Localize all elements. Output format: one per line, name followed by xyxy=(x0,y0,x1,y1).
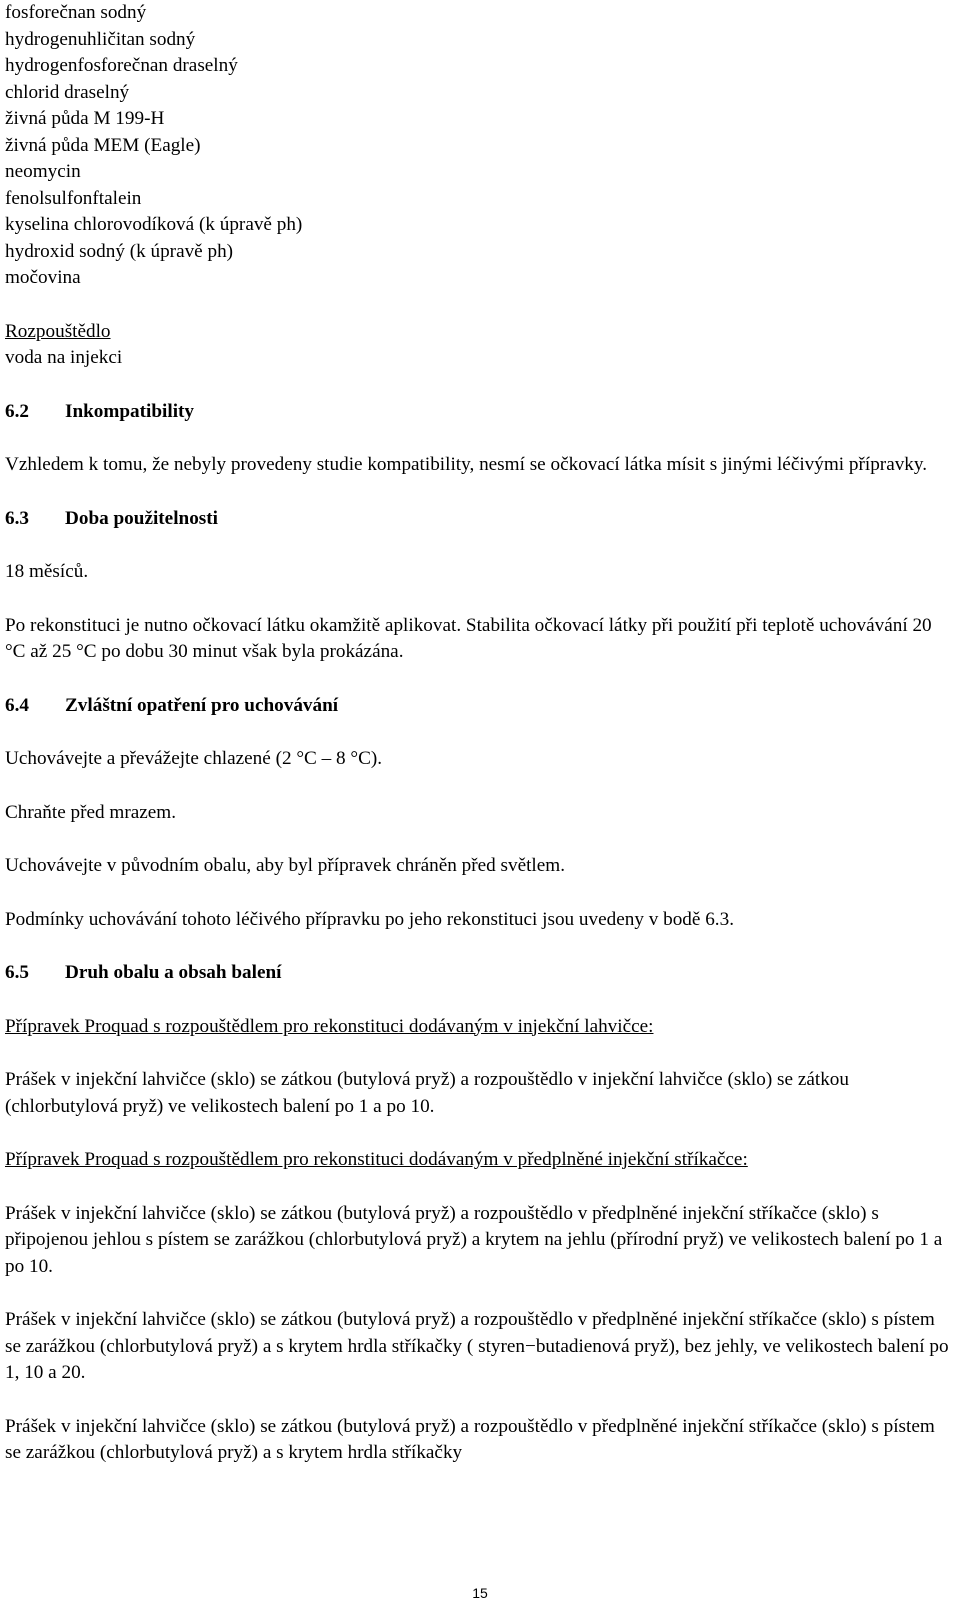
ingredient-item: hydrogenfosforečnan draselný xyxy=(5,55,238,76)
section-number: 6.4 xyxy=(5,694,29,716)
section-6-5-subheading-vial: Přípravek Proquad s rozpouštědlem pro rekonstituci dodávaným v injekční lahvičce: xyxy=(5,1015,654,1037)
section-6-2-text: Vzhledem k tomu, že nebyly provedeny studie kompatibility, nesmí se očkovací látka mísit s jinými léčivými přípravky. xyxy=(5,454,928,475)
document-page xyxy=(5,0,955,1467)
section-heading-6-3 xyxy=(5,506,955,533)
section-title: Doba použitelnosti xyxy=(65,507,218,529)
section-6-3-p2: Po rekonstituci je nutno očkovací látku okamžitě aplikovat. Stabilita očkovací látky při použití při teplotě uchovávání 20 °C až 25 °C po dobu 30 minut však byla prokázána. xyxy=(5,614,932,662)
section-title: Inkompatibility xyxy=(65,400,195,422)
ingredient-item: močovina xyxy=(5,267,81,288)
section-6-5-p4: Prášek v injekční lahvičce (sklo) se zátkou (butylová pryž) a rozpouštědlo v předplněné injekční stříkačce (sklo) s pístem se zarážkou (chlorbutylová pryž) a s krytem hrdla stříkačky xyxy=(5,1415,935,1463)
section-6-5-p3: Prášek v injekční lahvičce (sklo) se zátkou (butylová pryž) a rozpouštědlo v předplněné injekční stříkačce (sklo) s pístem se zarážkou (chlorbutylová pryž) a s krytem hrdla stříkačky ( styren−butadienová pryž), bez jehly, ve velikostech balení po 1, 10 a 20. xyxy=(5,1309,949,1383)
ingredient-item: fenolsulfonftalein xyxy=(5,187,142,209)
ingredient-item: fosforečnan sodný xyxy=(5,2,147,23)
ingredient-item: neomycin xyxy=(5,161,81,182)
section-6-3-p1: 18 měsíců. xyxy=(5,561,89,582)
section-number: 6.5 xyxy=(5,962,29,983)
section-heading-6-4 xyxy=(5,693,955,720)
section-heading-6-5 xyxy=(5,960,955,987)
ingredient-item: hydroxid sodný (k úpravě ph) xyxy=(5,240,234,262)
section-6-4-p1: Uchovávejte a převážejte chlazené (2 °C – 8 °C). xyxy=(5,748,383,769)
section-6-5-p1: Prášek v injekční lahvičce (sklo) se zátkou (butylová pryž) a rozpouštědlo v injekční lahvičce (sklo) se zátkou (chlorbutylová pryž) ve velikostech balení po 1 a po 10. xyxy=(5,1069,849,1117)
section-heading-6-2 xyxy=(5,399,955,426)
ingredient-item: kyselina chlorovodíková (k úpravě ph) xyxy=(5,214,303,235)
section-6-4-p3: Uchovávejte v původním obalu, aby byl přípravek chráněn před světlem. xyxy=(5,855,565,876)
section-6-5-subheading-syringe: Přípravek Proquad s rozpouštědlem pro rekonstituci dodávaným v předplněné injekční stříkačce: xyxy=(5,1149,748,1170)
ingredient-item: hydrogenuhličitan sodný xyxy=(5,28,196,50)
section-6-5-p2: Prášek v injekční lahvičce (sklo) se zátkou (butylová pryž) a rozpouštědlo v předplněné injekční stříkačce (sklo) s připojenou jehlou s pístem se zarážkou (chlorbutylová pryž) a krytem na jehlu (přírodní pryž) ve velikostech balení po 1 a po 10. xyxy=(5,1202,943,1277)
section-6-4-p2: Chraňte před mrazem. xyxy=(5,801,177,823)
page-number: 15 xyxy=(472,1585,488,1601)
section-6-4-p4: Podmínky uchovávání tohoto léčivého přípravku po jeho rekonstituci jsou uvedeny v bodě 6.3. xyxy=(5,908,734,930)
solvent-item: voda na injekci xyxy=(5,347,123,368)
section-number: 6.2 xyxy=(5,400,29,422)
solvent-heading: Rozpouštědlo xyxy=(5,320,111,342)
ingredient-list xyxy=(5,0,955,292)
ingredient-item: živná půda M 199-H xyxy=(5,108,165,129)
ingredient-item: živná půda MEM (Eagle) xyxy=(5,134,201,156)
section-number: 6.3 xyxy=(5,507,29,529)
ingredient-item: chlorid draselný xyxy=(5,81,130,103)
section-title: Zvláštní opatření pro uchovávání xyxy=(65,694,339,716)
section-title: Druh obalu a obsah balení xyxy=(65,962,282,983)
